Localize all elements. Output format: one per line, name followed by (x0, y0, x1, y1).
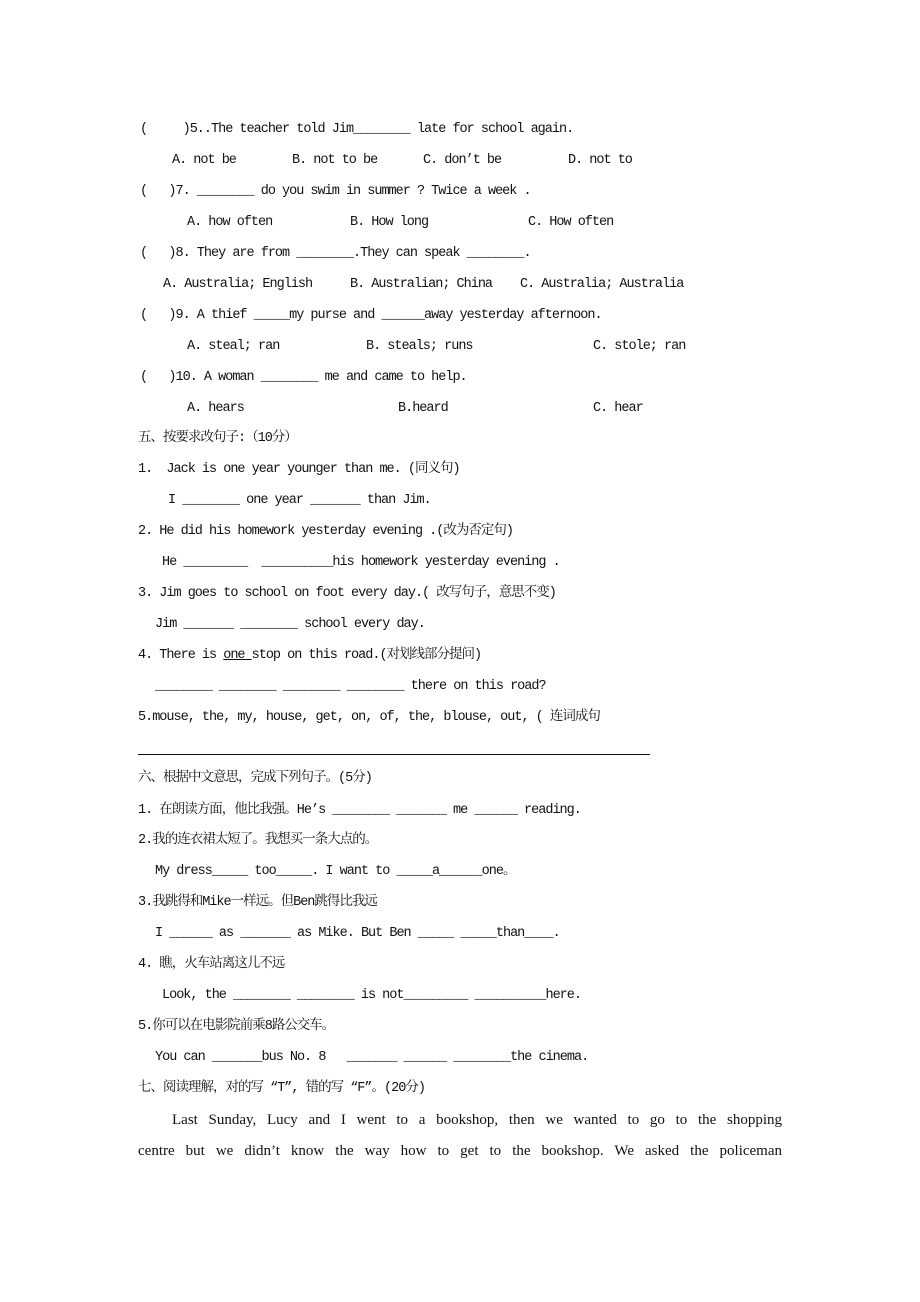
text: 4. There is (138, 648, 224, 663)
question-stem: ( )5..The teacher told Jim________ late for school again. (140, 122, 574, 137)
underlined-word: one (223, 648, 252, 663)
item-question: 1. 在朗读方面，他比我强。He’s ________ _______ me ______ reading. (138, 803, 581, 818)
option-b: B. How long (350, 215, 429, 230)
option-a: A. not be (172, 153, 236, 168)
option-a: A. Australia; English (163, 277, 313, 292)
question-stem: ( )7. ________ do you swim in summer ? Twice a week . (140, 184, 531, 199)
item-answer-line: He _________ __________his homework yesterday evening . (162, 555, 560, 570)
option-c: C. How often (528, 215, 614, 230)
item-question: 2. He did his homework yesterday evening .(改为否定句) (138, 524, 513, 539)
option-c: C. hear (593, 401, 643, 416)
reading-paragraph-line: centre but we didn’t know the way how to get to the bookshop. We asked the policeman (138, 1143, 782, 1159)
item-question: 5.你可以在电影院前乘8路公交车。 (138, 1019, 335, 1034)
item-answer-line: ________ ________ ________ ________ there on this road? (155, 679, 546, 694)
item-answer-line: You can _______bus No. 8 _______ ______ ________the cinema. (155, 1050, 589, 1065)
item-answer-line: I ________ one year _______ than Jim. (168, 493, 431, 508)
option-a: A. hears (187, 401, 244, 416)
question-stem: ( )9. A thief _____my purse and ______away yesterday afternoon. (140, 308, 602, 323)
question-stem: ( )10. A woman ________ me and came to help. (140, 370, 467, 385)
option-b: B.heard (398, 401, 448, 416)
item-answer-line: Jim _______ ________ school every day. (155, 617, 425, 632)
section-title: 六、根据中文意思，完成下列句子。(5分) (138, 771, 372, 786)
section-title: 七、阅读理解，对的写 “T”, 错的写 “F”。(20分) (138, 1081, 425, 1096)
item-question: 4. 瞧，火车站离这儿不远 (138, 957, 285, 972)
option-a: A. steal; ran (187, 339, 280, 354)
item-question: 5.mouse, the, my, house, get, on, of, the, blouse, out, ( 连词成句 (138, 710, 600, 725)
reading-paragraph-line: Last Sunday, Lucy and I went to a bookshop, then we wanted to go to the shopping (172, 1112, 782, 1128)
option-d: D. not to (568, 153, 632, 168)
option-c: C. Australia; Australia (520, 277, 684, 292)
text: stop on this road.(对划线部分提问) (251, 648, 482, 663)
answer-rule (138, 754, 650, 755)
item-question: 3. Jim goes to school on foot every day.( 改写句子，意思不变) (138, 586, 556, 601)
question-stem: ( )8. They are from ________.They can speak ________. (140, 246, 531, 261)
item-answer-line: I ______ as _______ as Mike. But Ben _____ _____than____. (155, 926, 560, 941)
item-answer-line: Look, the ________ ________ is not_________ __________here. (162, 988, 581, 1003)
option-b: B. not to be (292, 153, 378, 168)
option-c: C. don’t be (423, 153, 502, 168)
section-title: 五、按要求改句子:（10分） (138, 431, 297, 446)
option-b: B. Australian; China (350, 277, 493, 292)
item-question: 1. Jack is one year younger than me. (同义句) (138, 462, 460, 477)
item-question: 3.我跳得和Mike一样远。但Ben跳得比我远 (138, 895, 377, 910)
option-b: B. steals; runs (366, 339, 473, 354)
item-question (138, 647, 481, 665)
option-a: A. how often (187, 215, 273, 230)
item-answer-line: My dress_____ too_____. I want to _____a______one。 (155, 864, 516, 879)
option-c: C. stole; ran (593, 339, 686, 354)
item-question: 2.我的连衣裙太短了。我想买一条大点的。 (138, 833, 378, 848)
